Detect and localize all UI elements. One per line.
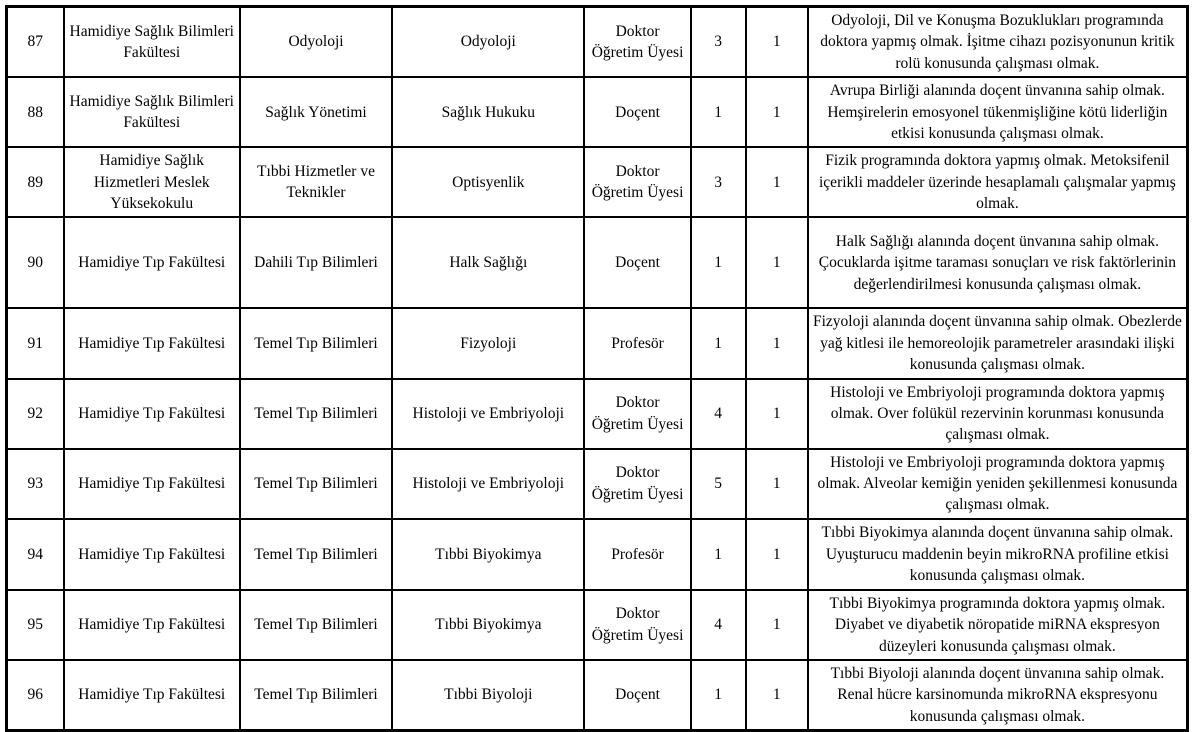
cell-faculty: Hamidiye Tıp Fakültesi [64, 308, 240, 378]
cell-department: Temel Tıp Bilimleri [240, 308, 392, 378]
cell-requirement: Fizik programında doktora yapmış olmak. Metoksifenil içerikli maddeler üzerinde hesaplamalı çalışmalar yapmış olmak. [808, 147, 1188, 217]
cell-title: Doçent [584, 77, 690, 147]
cell-title: Doktor Öğretim Üyesi [584, 7, 690, 78]
cell-program: Halk Sağlığı [392, 217, 584, 308]
table-row [7, 147, 1188, 217]
table-row [7, 590, 1188, 660]
positions-table [5, 5, 1189, 732]
cell-requirement: Halk Sağlığı alanında doçent ünvanına sahip olmak. Çocuklarda işitme taraması sonuçları ve risk faktörlerinin değerlendirilmesi konusunda çalışması olmak. [808, 217, 1188, 308]
cell-requirement: Tıbbi Biyokimya alanında doçent ünvanına sahip olmak. Uyuşturucu maddenin beyin mikroRNA profiline etkisi konusunda çalışması olmak. [808, 519, 1188, 590]
cell-requirement: Fizyoloji alanında doçent ünvanına sahip olmak. Obezlerde yağ kitlesi ile hemoreolojik parametreler arasındaki ilişki konusunda çalışması olmak. [808, 308, 1188, 378]
cell-faculty: Hamidiye Tıp Fakültesi [64, 379, 240, 449]
cell-department: Sağlık Yönetimi [240, 77, 392, 147]
table-row [7, 379, 1188, 449]
table-body [7, 7, 1188, 731]
cell-count: 1 [746, 147, 808, 217]
cell-program: Tıbbi Biyokimya [392, 519, 584, 590]
cell-faculty: Hamidiye Tıp Fakültesi [64, 217, 240, 308]
cell-title: Profesör [584, 519, 690, 590]
cell-requirement: Histoloji ve Embriyoloji programında doktora yapmış olmak. Alveolar kemiğin yeniden şekillenmesi konusunda çalışması olmak. [808, 449, 1188, 519]
cell-grade: 1 [691, 519, 746, 590]
cell-requirement: Tıbbi Biyokimya programında doktora yapmış olmak. Diyabet ve diyabetik nöropatide miRNA ekspresyon düzeyleri konusunda çalışması olmak. [808, 590, 1188, 660]
cell-row-number: 96 [7, 660, 64, 731]
cell-grade: 1 [691, 308, 746, 378]
cell-program: Fizyoloji [392, 308, 584, 378]
cell-department: Odyoloji [240, 7, 392, 78]
cell-row-number: 92 [7, 379, 64, 449]
table-row [7, 217, 1188, 308]
cell-row-number: 95 [7, 590, 64, 660]
cell-grade: 3 [691, 7, 746, 78]
cell-grade: 1 [691, 217, 746, 308]
cell-count: 1 [746, 308, 808, 378]
cell-faculty: Hamidiye Sağlık Bilimleri Fakültesi [64, 7, 240, 78]
cell-department: Temel Tıp Bilimleri [240, 660, 392, 731]
cell-requirement: Odyoloji, Dil ve Konuşma Bozuklukları programında doktora yapmış olmak. İşitme cihazı pozisyonunun kritik rolü konusunda çalışması olmak. [808, 7, 1188, 78]
cell-requirement: Avrupa Birliği alanında doçent ünvanına sahip olmak. Hemşirelerin emosyonel tükenmişliğine kötü liderliğin etkisi konusunda çalışması olmak. [808, 77, 1188, 147]
cell-grade: 5 [691, 449, 746, 519]
cell-program: Optisyenlik [392, 147, 584, 217]
cell-grade: 4 [691, 590, 746, 660]
cell-faculty: Hamidiye Sağlık Bilimleri Fakültesi [64, 77, 240, 147]
cell-department: Temel Tıp Bilimleri [240, 590, 392, 660]
cell-grade: 4 [691, 379, 746, 449]
cell-program: Tıbbi Biyokimya [392, 590, 584, 660]
cell-title: Doktor Öğretim Üyesi [584, 147, 690, 217]
cell-title: Doçent [584, 217, 690, 308]
cell-title: Doktor Öğretim Üyesi [584, 590, 690, 660]
cell-row-number: 90 [7, 217, 64, 308]
cell-grade: 1 [691, 77, 746, 147]
cell-row-number: 87 [7, 7, 64, 78]
cell-department: Temel Tıp Bilimleri [240, 379, 392, 449]
cell-count: 1 [746, 7, 808, 78]
cell-department: Temel Tıp Bilimleri [240, 449, 392, 519]
cell-requirement: Histoloji ve Embriyoloji programında doktora yapmış olmak. Over folükül rezervinin korunması konusunda çalışması olmak. [808, 379, 1188, 449]
cell-row-number: 91 [7, 308, 64, 378]
cell-row-number: 93 [7, 449, 64, 519]
cell-count: 1 [746, 449, 808, 519]
cell-count: 1 [746, 77, 808, 147]
cell-faculty: Hamidiye Tıp Fakültesi [64, 590, 240, 660]
table-row [7, 660, 1188, 731]
cell-program: Histoloji ve Embriyoloji [392, 449, 584, 519]
table-row [7, 308, 1188, 378]
cell-count: 1 [746, 379, 808, 449]
cell-count: 1 [746, 590, 808, 660]
cell-faculty: Hamidiye Sağlık Hizmetleri Meslek Yüksekokulu [64, 147, 240, 217]
cell-row-number: 88 [7, 77, 64, 147]
table-row [7, 7, 1188, 78]
cell-department: Temel Tıp Bilimleri [240, 519, 392, 590]
cell-department: Dahili Tıp Bilimleri [240, 217, 392, 308]
table-row [7, 449, 1188, 519]
cell-title: Doktor Öğretim Üyesi [584, 449, 690, 519]
cell-count: 1 [746, 519, 808, 590]
table-row [7, 519, 1188, 590]
cell-requirement: Tıbbi Biyoloji alanında doçent ünvanına sahip olmak. Renal hücre karsinomunda mikroRNA ekspresyonu konusunda çalışması olmak. [808, 660, 1188, 731]
cell-program: Sağlık Hukuku [392, 77, 584, 147]
cell-grade: 3 [691, 147, 746, 217]
cell-program: Odyoloji [392, 7, 584, 78]
cell-title: Profesör [584, 308, 690, 378]
cell-count: 1 [746, 660, 808, 731]
cell-faculty: Hamidiye Tıp Fakültesi [64, 449, 240, 519]
cell-title: Doçent [584, 660, 690, 731]
cell-count: 1 [746, 217, 808, 308]
cell-grade: 1 [691, 660, 746, 731]
cell-row-number: 89 [7, 147, 64, 217]
cell-faculty: Hamidiye Tıp Fakültesi [64, 660, 240, 731]
cell-department: Tıbbi Hizmetler ve Teknikler [240, 147, 392, 217]
cell-program: Tıbbi Biyoloji [392, 660, 584, 731]
cell-row-number: 94 [7, 519, 64, 590]
cell-title: Doktor Öğretim Üyesi [584, 379, 690, 449]
table-row [7, 77, 1188, 147]
cell-program: Histoloji ve Embriyoloji [392, 379, 584, 449]
cell-faculty: Hamidiye Tıp Fakültesi [64, 519, 240, 590]
